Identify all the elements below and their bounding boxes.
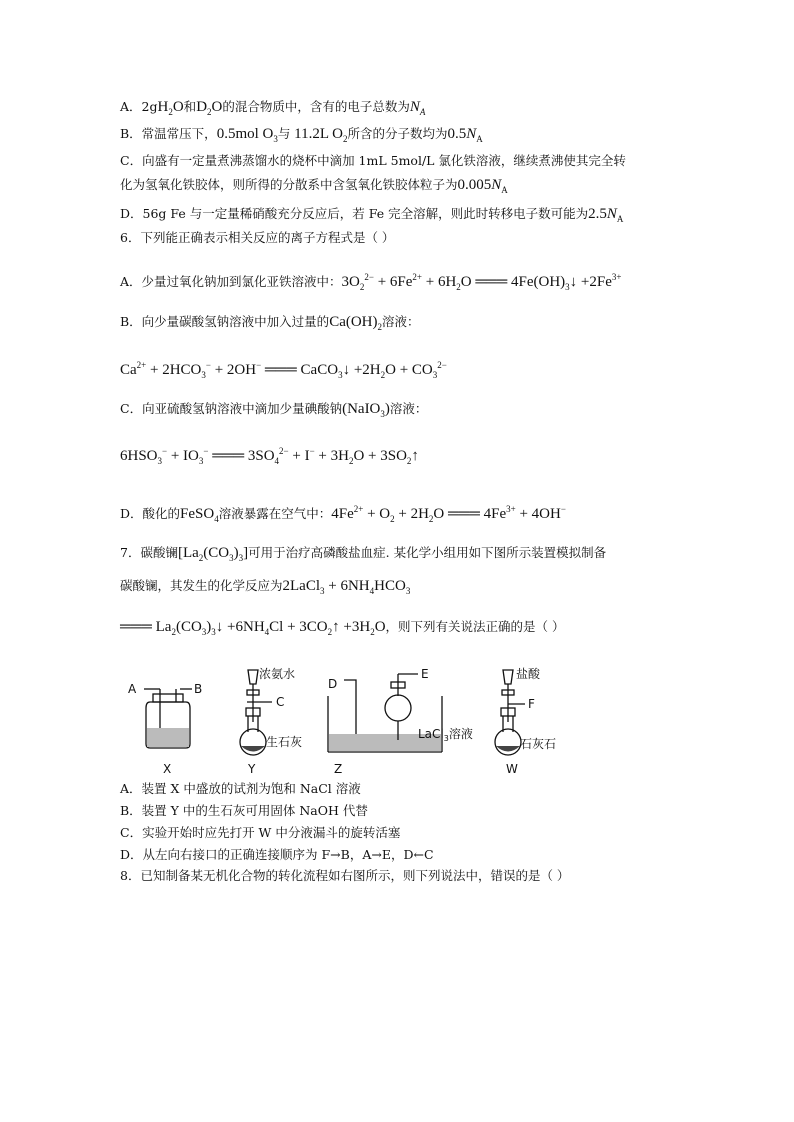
q6-b-equation bbox=[120, 356, 447, 384]
q5-a-mid: 和 bbox=[183, 99, 197, 114]
q6-a-text: A．少量过氧化钠加到氯化亚铁溶液中： bbox=[120, 274, 342, 289]
q7-stem-c: 碳酸镧，其发生的化学反应为 bbox=[120, 578, 283, 593]
q5-a-prefix: A．2g bbox=[120, 99, 158, 114]
label-e: E bbox=[421, 667, 429, 681]
q5-a-post: 的混合物质中，含有的电子总数为 bbox=[222, 99, 410, 114]
q5-b-post: 所含的分子数均为 bbox=[347, 126, 448, 141]
q5-b-o3: 0.5mol $O_3$ bbox=[216, 126, 278, 144]
label-x: X bbox=[163, 762, 172, 776]
label-hcl: 盐酸 bbox=[516, 667, 541, 681]
q5-option-c-line1: C．向盛有一定量煮沸蒸馏水的烧杯中滴加 1mL 5mol/L 氯化铁溶液，继续煮沸使其完全转 bbox=[120, 153, 626, 168]
q7-apparatus-svg bbox=[120, 662, 570, 780]
q6-c-naio3: (NaIO$_3$) bbox=[342, 401, 390, 419]
label-ammonia: 浓氨水 bbox=[259, 667, 296, 681]
q7-option-d: D．从左向右接口的正确连接顺序为 F→B，A→E，D←C bbox=[120, 847, 434, 862]
q5-a-na: $N_A$ bbox=[409, 99, 426, 117]
q5-c-text: 化为氢氧化铁胶体，则所得的分散系中含氢氧化铁胶体粒子为 bbox=[120, 177, 458, 192]
q7-la2co33: $[La_2(CO_3)_3]$ bbox=[177, 545, 249, 563]
label-b: B bbox=[194, 682, 203, 696]
q7-stem-a: 7．碳酸镧 bbox=[120, 545, 178, 560]
q6-option-a bbox=[120, 268, 621, 296]
q6-b-equation-text: $Ca^{2+} + 2HCO_3^- + 2OH^-$ ═══ CaCO$_3$↓ $+2H_2O + CO_3^{2-}$ bbox=[120, 360, 447, 380]
q5-b-o2: 11.2L $O_2$ bbox=[290, 126, 348, 144]
q6-option-d bbox=[120, 500, 566, 528]
label-a: A bbox=[128, 682, 137, 696]
q5-a-h2o: $H_2O$ bbox=[157, 99, 184, 117]
q6-d-equation: $4Fe^{2+} + O_2 + 2H_2O$ ═══ $4Fe^{3+} + 4OH^-$ bbox=[331, 504, 566, 524]
q6-b-text: B．向少量碳酸氢钠溶液中加入过量的 bbox=[120, 314, 330, 329]
q5-d-na: $2.5N_A$ bbox=[588, 206, 624, 224]
q6-d-text: D．酸化的 bbox=[120, 506, 181, 521]
q5-a-d2o: $D_2O$ bbox=[196, 99, 223, 117]
label-limestone: 石灰石 bbox=[520, 737, 557, 751]
q6-c-equation bbox=[120, 442, 419, 470]
q5-b-mid: 与 bbox=[277, 126, 291, 141]
q6-a-equation: $3O_2^{2-} + 6Fe^{2+} + 6H_2O$ ═══ $4Fe(OH)_3↓ +2Fe^{3+}$ bbox=[341, 272, 622, 292]
q5-option-a bbox=[120, 98, 425, 121]
q7-option-a: A．装置 X 中盛放的试剂为饱和 NaCl 溶液 bbox=[120, 781, 361, 796]
q7-stem-line1 bbox=[120, 544, 606, 567]
q6-b-tail: 溶液： bbox=[382, 314, 420, 329]
q7-products: ═══ $La_2(CO_3)_3↓ +6NH_4Cl$ + $3CO_2↑ +3H_2O$ bbox=[120, 619, 386, 637]
q7-option-b: B．装置 Y 中的生石灰可用固体 NaOH 代替 bbox=[120, 803, 368, 818]
q5-c-na: $0.005N_A$ bbox=[457, 177, 508, 195]
label-c: C bbox=[276, 695, 285, 709]
label-f: F bbox=[528, 697, 535, 711]
q5-b-prefix: B．常温常压下， bbox=[120, 126, 217, 141]
label-w: W bbox=[506, 762, 518, 776]
q6-c-tail: 溶液： bbox=[389, 401, 428, 416]
label-y: Y bbox=[248, 762, 256, 776]
q6-option-b bbox=[120, 313, 420, 336]
label-lacl: LaCl$_3$溶液 bbox=[418, 727, 473, 743]
q5-b-na: $0.5N_A$ bbox=[447, 126, 483, 144]
q5-option-d bbox=[120, 205, 623, 228]
q5-option-b bbox=[120, 125, 483, 148]
q6-c-equation-text: $6HSO_3^- + IO_3^-$ ═══ $3SO_4^{2-} + I^- + 3H_2O$ + $3SO_2↑$ bbox=[120, 446, 419, 466]
q7-stem-line3 bbox=[120, 618, 565, 641]
q6-option-c bbox=[120, 400, 427, 423]
q6-stem: 6．下列能正确表示相关反应的离子方程式是（ ） bbox=[120, 230, 395, 245]
q6-d-mid: 溶液暴露在空气中： bbox=[218, 506, 332, 521]
label-quicklime: 生石灰 bbox=[266, 735, 303, 749]
q7-stem-line2 bbox=[120, 577, 410, 600]
q5-d-text: D．56g Fe 与一定量稀硝酸充分反应后，若 Fe 完全溶解，则此时转移电子数可能为 bbox=[120, 206, 589, 221]
label-z: Z bbox=[334, 762, 343, 776]
q7-apparatus-figure bbox=[120, 662, 570, 780]
q5-option-c-line2 bbox=[120, 176, 508, 199]
q7-stem-b: 可用于治疗高磷酸盐血症. 某化学小组用如下图所示装置模拟制备 bbox=[248, 545, 607, 560]
q6-b-caoh2: $Ca(OH)_2$ bbox=[329, 314, 383, 332]
apparatus-x bbox=[144, 689, 192, 748]
q8-stem: 8．已知制备某无机化合物的转化流程如右图所示，则下列说法中，错误的是（ ） bbox=[120, 868, 570, 883]
label-d: D bbox=[328, 677, 338, 691]
q7-option-c: C．实验开始时应先打开 W 中分液漏斗的旋转活塞 bbox=[120, 825, 401, 840]
q6-c-text: C．向亚硫酸氢钠溶液中滴加少量碘酸钠 bbox=[120, 401, 343, 416]
q7-reactants: 2LaCl$_3$ + $6NH_4HCO_3$ bbox=[282, 578, 411, 596]
q7-stem-d: ，则下列有关说法正确的是（ ） bbox=[385, 619, 565, 634]
q6-d-feso4: FeSO$_4$ bbox=[180, 506, 219, 524]
